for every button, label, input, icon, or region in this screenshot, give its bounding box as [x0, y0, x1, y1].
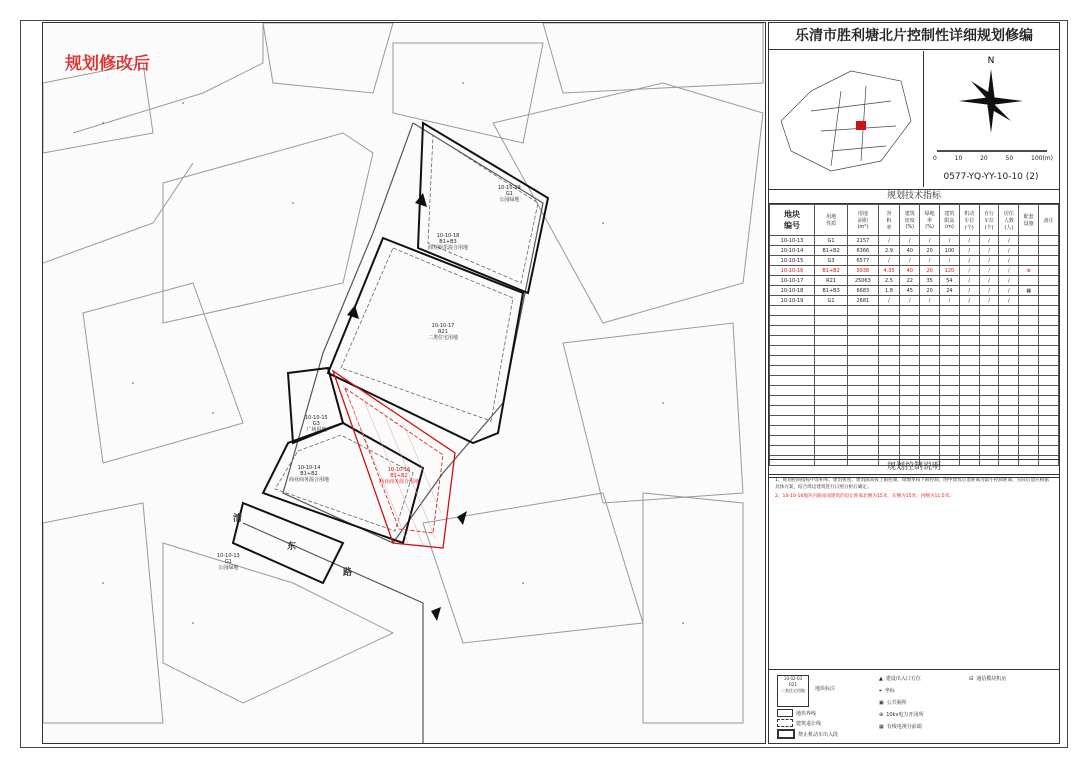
- table-row: [770, 246, 1059, 256]
- empty-row: [770, 386, 1059, 396]
- table-cell: ⊕: [1019, 266, 1039, 276]
- empty-row: [770, 306, 1059, 316]
- table-cell: /: [959, 276, 979, 286]
- tech-table-body: [770, 236, 1059, 466]
- parcel-label-17: 10-10-17 R21 二类住宅用地: [428, 323, 459, 341]
- table-cell: /: [959, 246, 979, 256]
- table-cell: [1039, 286, 1059, 296]
- empty-row: [770, 366, 1059, 376]
- table-cell: 2.5: [878, 276, 900, 286]
- table-cell: [1039, 236, 1059, 246]
- table-cell: /: [959, 296, 979, 306]
- table-cell: 45: [900, 286, 920, 296]
- table-cell: B1+B3: [815, 286, 848, 296]
- table-cell: /: [979, 256, 999, 266]
- table-cell: /: [920, 236, 940, 246]
- table-cell: [1019, 296, 1039, 306]
- table-cell: /: [979, 296, 999, 306]
- empty-row: [770, 396, 1059, 406]
- table-cell: B1+B2: [815, 246, 848, 256]
- table-cell: 20: [920, 266, 940, 276]
- col-header: 建筑 密度 (%): [900, 205, 920, 236]
- legend-power-station: ⊕ 10kv电力开闭所: [879, 711, 924, 718]
- compass-rose: [927, 51, 1055, 167]
- control-note-2: 2、10-10-16地块内跟南面建筑的退让距离北侧为15米，东侧为15米，西侧为11.5米。: [775, 494, 954, 499]
- table-cell: /: [878, 296, 900, 306]
- table-cell: /: [920, 256, 940, 266]
- table-cell: [1019, 236, 1039, 246]
- parcel-label-14: 10-10-14 B1+B2 商业商务混合用地: [289, 465, 330, 483]
- col-header: 用地 面积 (m²): [848, 205, 878, 236]
- road-label-1: 清: [233, 514, 243, 524]
- table-cell: /: [999, 266, 1019, 276]
- parcel-label-13: 10-10-13 G1 公园绿地: [217, 553, 240, 571]
- col-header: 建筑 限高 (m): [940, 205, 960, 236]
- block-id-cell: 10-10-16: [770, 266, 815, 276]
- table-cell: /: [940, 296, 960, 306]
- legend-no-vehicle: 禁止机动车出入段: [777, 729, 838, 739]
- table-cell: /: [979, 246, 999, 256]
- col-header: 配套 设施: [1019, 205, 1039, 236]
- table-row: [770, 256, 1059, 266]
- table-cell: /: [999, 256, 1019, 266]
- parcel-label-16: 10-10-16 B1+B2 商业商务混合用地: [379, 467, 420, 485]
- legend-parcel-line: 地块界线: [777, 709, 816, 717]
- tech-table-title: 规划技术指标: [769, 189, 1059, 204]
- table-cell: /: [959, 266, 979, 276]
- table-cell: /: [900, 256, 920, 266]
- table-cell: 20: [920, 246, 940, 256]
- block-id-cell: 10-10-13: [770, 236, 815, 246]
- parcel-label-15: 10-10-15 G3 广场用地: [305, 415, 328, 433]
- table-row: [770, 276, 1059, 286]
- north-label: N: [987, 56, 995, 66]
- table-cell: 2681: [848, 296, 878, 306]
- empty-row: [770, 356, 1059, 366]
- table-cell: [1019, 246, 1039, 256]
- table-cell: /: [900, 296, 920, 306]
- table-cell: /: [979, 266, 999, 276]
- table-cell: G1: [815, 236, 848, 246]
- table-row: [770, 236, 1059, 246]
- table-cell: 6577: [848, 256, 878, 266]
- triangle-icon: ▲: [879, 675, 883, 682]
- road-label-2: 东: [287, 542, 297, 552]
- table-cell: 35: [920, 276, 940, 286]
- table-cell: [1019, 276, 1039, 286]
- table-cell: /: [940, 256, 960, 266]
- tech-indicator-table-section: [769, 189, 1059, 478]
- table-cell: R21: [815, 276, 848, 286]
- table-cell: G1: [815, 296, 848, 306]
- road-label-3: 路: [343, 568, 353, 578]
- tech-table: [769, 204, 1059, 466]
- empty-row: [770, 426, 1059, 436]
- table-cell: /: [979, 236, 999, 246]
- block-id-cell: 10-10-17: [770, 276, 815, 286]
- legend-entrance: ▲ 建设出入口方位: [879, 675, 921, 682]
- col-header: 用地 性质: [815, 205, 848, 236]
- table-cell: /: [920, 296, 940, 306]
- table-cell: /: [959, 236, 979, 246]
- table-cell: [1039, 256, 1059, 266]
- location-marker: [856, 121, 866, 130]
- table-cell: 6683: [848, 286, 878, 296]
- table-cell: G3: [815, 256, 848, 266]
- col-header: 自行 车位 (个): [979, 205, 999, 236]
- legend-setback-line: 建筑退让线: [777, 719, 821, 727]
- table-cell: 54: [940, 276, 960, 286]
- parcel-label-19: 10-10-19 G1 公园绿地: [498, 185, 521, 203]
- table-row: [770, 266, 1059, 276]
- col-block-id: 地块 编号: [770, 205, 815, 236]
- table-cell: 24: [940, 286, 960, 296]
- table-cell: /: [979, 276, 999, 286]
- empty-row: [770, 376, 1059, 386]
- table-cell: /: [878, 256, 900, 266]
- table-cell: 20: [920, 286, 940, 296]
- location-minimap: [771, 51, 924, 187]
- table-cell: 2.9: [878, 246, 900, 256]
- empty-row: [770, 346, 1059, 356]
- empty-row: [770, 406, 1059, 416]
- table-cell: /: [940, 236, 960, 246]
- sheet-title: 乐清市胜利塘北片控制性详细规划修编: [769, 23, 1059, 50]
- modified-stamp: 规划修改后: [65, 54, 150, 74]
- telecom-icon: ⊟: [969, 675, 974, 682]
- parcel-label-18: 10-10-18 B1+B3 商业娱乐混合用地: [428, 233, 469, 251]
- table-cell: /: [999, 296, 1019, 306]
- table-cell: 4.35: [878, 266, 900, 276]
- legend: [769, 669, 1059, 743]
- table-cell: /: [999, 276, 1019, 286]
- table-cell: /: [999, 286, 1019, 296]
- block-id-cell: 10-10-14: [770, 246, 815, 256]
- table-cell: [1019, 256, 1039, 266]
- table-cell: 25063: [848, 276, 878, 286]
- table-row: [770, 296, 1059, 306]
- block-id-cell: 10-10-19: [770, 296, 815, 306]
- table-cell: [1039, 276, 1059, 286]
- table-cell: 40: [900, 246, 920, 256]
- info-panel: [768, 22, 1060, 744]
- coordinate-icon: ⌖: [879, 687, 882, 694]
- table-cell: 1.8: [878, 286, 900, 296]
- col-header: 机动 车位 (个): [959, 205, 979, 236]
- table-cell: 100: [940, 246, 960, 256]
- control-notes-section: [769, 459, 1059, 670]
- col-header: 容 积 率: [878, 205, 900, 236]
- sheet-code: 0577-YQ-YY-10-10 (2): [943, 172, 1039, 182]
- col-header: 绿地 率 (%): [920, 205, 940, 236]
- control-title: 规划控制说明: [769, 459, 1059, 475]
- empty-row: [770, 446, 1059, 456]
- scale-bar: 0 10 20 50 100(m): [933, 155, 1053, 162]
- col-header: 备注: [1039, 205, 1059, 236]
- table-cell: [1039, 266, 1059, 276]
- empty-row: [770, 326, 1059, 336]
- empty-row: [770, 416, 1059, 426]
- empty-row: [770, 316, 1059, 326]
- table-cell: [1039, 246, 1059, 256]
- map-area: [42, 22, 766, 744]
- table-cell: /: [979, 286, 999, 296]
- legend-toilet: ▣ 公共厕所: [879, 699, 907, 706]
- block-id-cell: 10-10-15: [770, 256, 815, 266]
- table-cell: 22: [900, 276, 920, 286]
- table-cell: B1+B2: [815, 266, 848, 276]
- table-cell: /: [900, 236, 920, 246]
- legend-parcel-sample: 10-02-03 R21 二类住宅用地: [777, 675, 809, 707]
- planning-map: [43, 23, 765, 743]
- table-cell: 120: [940, 266, 960, 276]
- legend-parcel-tag: 地块标注: [815, 686, 836, 692]
- legend-cable-tv: ▦ 有线电视分前端: [879, 723, 922, 730]
- table-cell: /: [878, 236, 900, 246]
- legend-telecom-room: ⊟ 通信模块机房: [969, 675, 1007, 682]
- location-box: [769, 49, 1059, 190]
- empty-row: [770, 436, 1059, 446]
- control-note-1: 1、规划控制指标中容积率、建筑密度、建筑限高按上限控制，绿地率按下限控制，图中建筑后退距离为最小控制距离，实际后退应根据具体方案，结合周边建筑进行日照分析后确定。: [775, 478, 1049, 490]
- empty-row: [770, 336, 1059, 346]
- table-cell: /: [959, 286, 979, 296]
- table-row: [770, 286, 1059, 296]
- toilet-icon: ▣: [879, 699, 884, 706]
- tv-icon: ▦: [879, 723, 884, 730]
- table-cell: 9938: [848, 266, 878, 276]
- table-cell: [1039, 296, 1059, 306]
- table-cell: /: [999, 246, 1019, 256]
- col-header: 居住 人数 (人): [999, 205, 1019, 236]
- block-id-cell: 10-10-18: [770, 286, 815, 296]
- table-cell: /: [999, 236, 1019, 246]
- table-cell: 6366: [848, 246, 878, 256]
- table-cell: 40: [900, 266, 920, 276]
- table-cell: ▦: [1019, 286, 1039, 296]
- table-cell: 2157: [848, 236, 878, 246]
- legend-coordinate: ⌖ 坐标: [879, 687, 895, 694]
- power-icon: ⊕: [879, 711, 884, 718]
- table-cell: /: [959, 256, 979, 266]
